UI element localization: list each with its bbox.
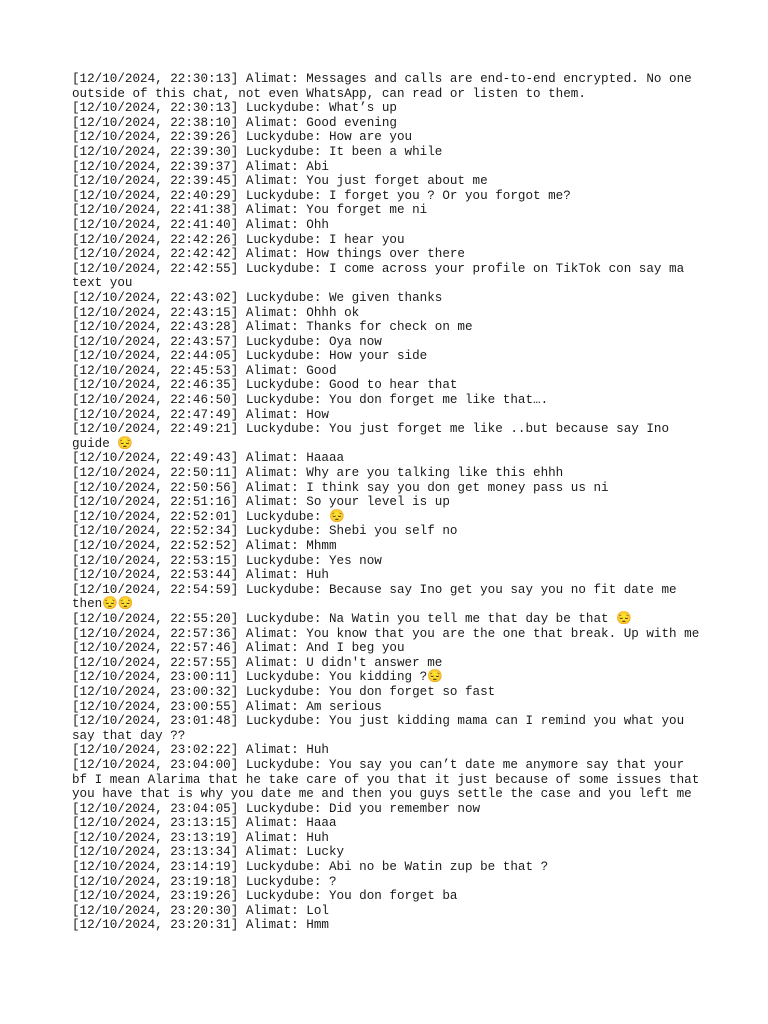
chat-message-line: [12/10/2024, 22:44:05] Luckydube: How your side <box>72 349 428 364</box>
chat-message-line: [12/10/2024, 22:53:44] Alimat: Huh <box>72 568 329 583</box>
chat-message-line: [12/10/2024, 22:53:15] Luckydube: Yes now <box>72 553 382 568</box>
chat-message-line: [12/10/2024, 23:14:19] Luckydube: Abi no be Watin zup be that ? <box>72 860 549 875</box>
chat-message-line: [12/10/2024, 22:46:50] Luckydube: You don forget me like that…. <box>72 393 549 408</box>
chat-message-line: [12/10/2024, 22:45:53] Alimat: Good <box>72 363 337 378</box>
chat-message-line: [12/10/2024, 22:52:52] Alimat: Mhmm <box>72 539 337 553</box>
chat-message-line: [12/10/2024, 23:00:32] Luckydube: You don forget so fast <box>72 684 496 699</box>
chat-message-line: [12/10/2024, 22:49:43] Alimat: Haaaa <box>72 451 345 466</box>
chat-message-line: [12/10/2024, 23:19:18] Luckydube: ? <box>72 874 337 889</box>
chat-message-line: [12/10/2024, 22:57:36] Alimat: You know that you are the one that break. Up with me <box>72 626 700 641</box>
chat-message-line: [12/10/2024, 22:40:29] Luckydube: I forget you ? Or you forgot me? <box>72 188 571 203</box>
chat-message-line: [12/10/2024, 22:42:26] Luckydube: I hear you <box>72 232 405 247</box>
chat-message-line: [12/10/2024, 23:04:00] Luckydube: You say you can’t date me anymore say that your bf I mean Alarima that he take care of you that it just because of some issues that you have that is why you date me and then you guys settle the case and you left me <box>72 757 707 802</box>
chat-message-line: [12/10/2024, 22:49:21] Luckydube: You just forget me like ..but because say Ino guide 😔 <box>72 422 677 451</box>
chat-message-line: [12/10/2024, 22:39:45] Alimat: You just forget about me <box>72 174 488 189</box>
chat-message-line: [12/10/2024, 22:43:28] Alimat: Thanks for check on me <box>72 320 473 335</box>
chat-message-line: [12/10/2024, 22:50:11] Alimat: Why are you talking like this ehhh <box>72 466 564 481</box>
chat-message-line: [12/10/2024, 22:50:56] Alimat: I think say you don get money pass us ni <box>72 480 609 495</box>
chat-message-line: [12/10/2024, 22:41:40] Alimat: Ohh <box>72 217 329 232</box>
chat-message-line: [12/10/2024, 23:19:26] Luckydube: You don forget ba <box>72 889 458 904</box>
chat-message-line: [12/10/2024, 23:13:34] Alimat: Lucky <box>72 845 345 860</box>
chat-transcript <box>72 72 707 933</box>
chat-message-line: [12/10/2024, 23:13:19] Alimat: Huh <box>72 830 329 845</box>
chat-message-line: [12/10/2024, 22:43:15] Alimat: Ohhh ok <box>72 305 360 320</box>
chat-message-line: [12/10/2024, 23:00:11] Luckydube: You kidding ?😔 <box>72 670 443 685</box>
chat-message-line: [12/10/2024, 23:01:48] Luckydube: You just kidding mama can I remind you what you say that day ?? <box>72 714 692 743</box>
chat-message-line: [12/10/2024, 23:00:55] Alimat: Am serious <box>72 699 382 714</box>
chat-message-line: [12/10/2024, 22:46:35] Luckydube: Good to hear that <box>72 378 458 393</box>
chat-message-line: [12/10/2024, 22:39:37] Alimat: Abi <box>72 159 329 174</box>
chat-message-line: [12/10/2024, 22:42:55] Luckydube: I come across your profile on TikTok con say ma text you <box>72 261 692 291</box>
chat-message-line: [12/10/2024, 23:20:31] Alimat: Hmm <box>72 918 329 933</box>
chat-message-line: [12/10/2024, 22:39:30] Luckydube: It been a while <box>72 144 443 159</box>
chat-message-line: [12/10/2024, 23:04:05] Luckydube: Did you remember now <box>72 801 481 816</box>
chat-message-line: [12/10/2024, 22:52:01] Luckydube: 😔 <box>72 509 345 524</box>
chat-message-line: [12/10/2024, 22:30:13] Alimat: Messages and calls are end-to-end encrypted. No one outside of this chat, not even WhatsApp, can read or listen to them. <box>72 72 700 101</box>
chat-message-line: [12/10/2024, 22:41:38] Alimat: You forget me ni <box>72 203 428 218</box>
chat-message-line: [12/10/2024, 23:20:30] Alimat: Lol <box>72 903 329 918</box>
chat-message-line: [12/10/2024, 23:13:15] Alimat: Haaa <box>72 816 337 831</box>
chat-message-line: [12/10/2024, 22:47:49] Alimat: How <box>72 407 329 422</box>
chat-message-line: [12/10/2024, 22:51:16] Alimat: So your level is up <box>72 495 450 510</box>
chat-message-line: [12/10/2024, 22:39:26] Luckydube: How are you <box>72 130 413 145</box>
chat-message-line: [12/10/2024, 22:52:34] Luckydube: Shebi you self no <box>72 524 458 539</box>
chat-message-line: [12/10/2024, 22:42:42] Alimat: How things over there <box>72 247 465 262</box>
chat-message-line: [12/10/2024, 22:30:13] Luckydube: What’s up <box>72 101 397 116</box>
chat-message-line: [12/10/2024, 23:02:22] Alimat: Huh <box>72 743 329 758</box>
chat-message-line: [12/10/2024, 22:43:02] Luckydube: We given thanks <box>72 290 443 305</box>
chat-message-line: [12/10/2024, 22:57:46] Alimat: And I beg you <box>72 641 405 656</box>
chat-message-line: [12/10/2024, 22:57:55] Alimat: U didn't answer me <box>72 655 443 670</box>
chat-message-line: [12/10/2024, 22:38:10] Alimat: Good evening <box>72 115 397 130</box>
chat-message-line: [12/10/2024, 22:55:20] Luckydube: Na Watin you tell me that day be that 😔 <box>72 611 632 626</box>
chat-message-line: [12/10/2024, 22:54:59] Luckydube: Because say Ino get you say you no fit date me then😔😔 <box>72 582 685 612</box>
chat-message-line: [12/10/2024, 22:43:57] Luckydube: Oya now <box>72 334 382 349</box>
